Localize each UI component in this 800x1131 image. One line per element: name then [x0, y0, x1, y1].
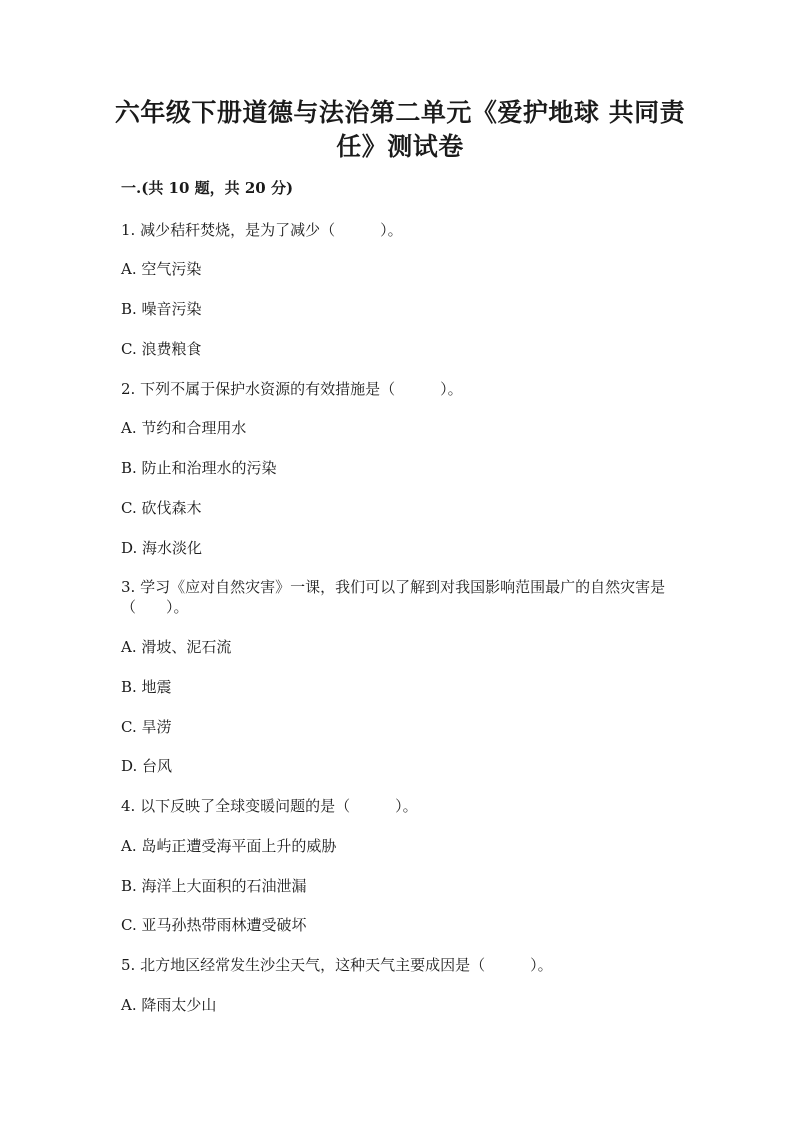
question-option: B. 防止和治理水的污染: [121, 459, 277, 477]
question-stem: 3. 学习《应对自然灾害》一课，我们可以了解到对我国影响范围最广的自然灾害是（ ）。: [121, 578, 666, 616]
question-option: B. 海洋上大面积的石油泄漏: [121, 877, 307, 895]
question-option: A. 岛屿正遭受海平面上升的威胁: [121, 837, 337, 855]
question-option: C. 亚马孙热带雨林遭受破坏: [121, 916, 307, 934]
question-option: C. 旱涝: [121, 718, 172, 736]
question-option: A. 节约和合理用水: [121, 419, 247, 437]
question-stem: 5. 北方地区经常发生沙尘天气，这种天气主要成因是（ ）。: [121, 956, 553, 974]
question-stem: 2. 下列不属于保护水资源的有效措施是（ ）。: [121, 380, 463, 398]
question-stem: 4. 以下反映了全球变暖问题的是（ ）。: [121, 797, 418, 815]
page-title: 六年级下册道德与法治第二单元《爱护地球 共同责任》测试卷: [114, 98, 686, 161]
question-option: A. 滑坡、泥石流: [121, 638, 232, 656]
question-option: D. 海水淡化: [121, 539, 203, 557]
section-heading: 一.(共 10 题，共 20 分): [121, 179, 294, 197]
question-option: C. 浪费粮食: [121, 340, 202, 358]
question-option: A. 空气污染: [121, 260, 202, 278]
question-option: B. 噪音污染: [121, 300, 202, 318]
question-option: C. 砍伐森木: [121, 499, 202, 517]
question-option: A. 降雨太少山: [121, 996, 217, 1014]
question-option: D. 台风: [121, 757, 173, 775]
question-option: B. 地震: [121, 678, 172, 696]
question-stem: 1. 减少秸秆焚烧，是为了减少（ ）。: [121, 221, 403, 239]
